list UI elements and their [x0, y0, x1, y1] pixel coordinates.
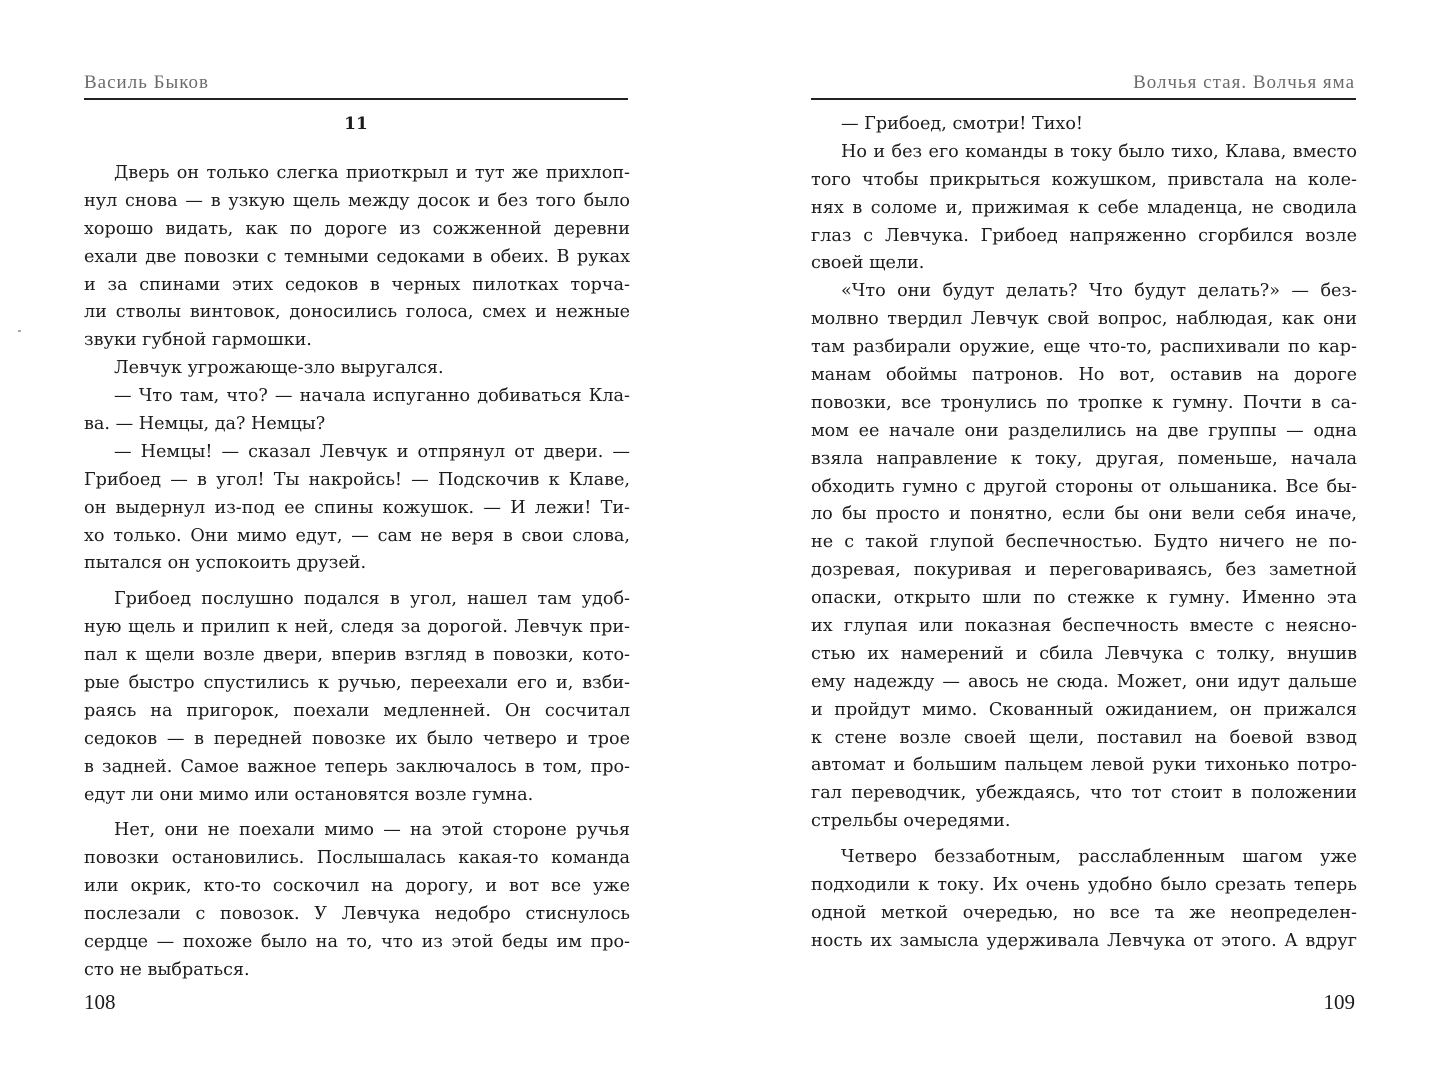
text-line: не с такой глупой беспечностью. Будто ничего не по- [811, 532, 1357, 553]
text-line: Дверь он только слегка приоткрыл и тут же прихлоп- [114, 163, 630, 183]
text-line: — Что там, что? — начала испуганно добиваться Кла- [114, 386, 630, 407]
text-line: пал к щели возле двери, вперив взгляд в повозки, кото- [84, 645, 630, 666]
text-line: своей щели. [811, 253, 925, 274]
text-line: автомат и большим пальцем левой руки тихонько потро- [811, 755, 1357, 776]
text-line: и пройдут мимо. Скованный ожиданием, он прижался [811, 699, 1357, 720]
text-line: нул снова — в узкую щель между досок и без того было [84, 190, 630, 211]
text-line: гал переводчик, убеждаясь, что тот стоит в положении [811, 783, 1357, 804]
text-line: Грибоед послушно подался в угол, нашел там удоб- [114, 589, 630, 610]
header-rule [84, 98, 628, 100]
text-line: их глупая или показная беспечность вместе с неясно- [811, 616, 1357, 637]
text-line: взяла направление к току, другая, поменьше, начала [811, 448, 1357, 469]
text-line: сердце — похоже было на то, что из этой беды им про- [84, 932, 630, 953]
text-line: хорошо видать, как по дороге из сожженной деревни [84, 218, 630, 239]
text-line: сто не выбраться. [84, 959, 250, 980]
text-line: ность их замысла удерживала Левчука от этого. А вдруг [811, 930, 1357, 951]
text-line: он выдернул из-под ее спины кожушок. — И лежи! Ти- [84, 497, 630, 518]
text-line: глаз с Левчука. Грибоед напряженно сгорбился возле [811, 225, 1357, 246]
right-page-text [811, 111, 1357, 956]
text-line: подходили к току. Их очень удобно было срезать теперь [811, 875, 1357, 896]
page-number: 109 [1323, 990, 1355, 1014]
text-line: ехали две повозки с темными седоками в обеих. В руках [84, 246, 630, 267]
text-line: — Грибоед, смотри! Тихо! [841, 114, 1083, 134]
text-line: звуки губной гармошки. [84, 330, 312, 351]
text-line: ва. — Немцы, да? Немцы? [84, 414, 326, 435]
text-line: одной меткой очередью, но все та же неопределен- [811, 902, 1357, 923]
text-line: Но и без его команды в току было тихо, Клава, вместо [841, 141, 1357, 162]
text-line: «Что они будут делать? Что будут делать?» — без- [841, 281, 1357, 302]
text-line: послезали с повозок. У Левчука недобро стиснулось [84, 904, 630, 925]
text-line: едут ли они мимо или остановятся возле гумна. [84, 784, 534, 805]
text-line: обходить гумно с другой стороны от ольшаника. Все бы- [811, 476, 1357, 497]
text-line: рые быстро спустились к ручью, переехали его и, взби- [84, 673, 630, 694]
page-number: 108 [84, 990, 116, 1014]
text-line: Нет, они не поехали мимо — на этой стороне ручья [114, 820, 630, 841]
text-line: повозки, все тронулись по тропке к гумну. Почти в са- [811, 392, 1357, 413]
left-page [0, 0, 719, 1080]
right-page [719, 0, 1439, 1080]
text-line: мом ее начале они разделились на две группы — одна [811, 420, 1357, 441]
left-page-text [84, 160, 630, 985]
text-line: повозки остановились. Послышалась какая-то команда [84, 848, 630, 869]
header-rule [811, 98, 1356, 100]
text-line: к стене возле своей щели, поставил на боевой взвод [811, 727, 1357, 748]
text-line: стрельбы очередями. [811, 811, 1011, 832]
text-line: в задней. Самое важное теперь заключалось в том, про- [84, 756, 630, 777]
text-line: Четверо беззаботным, расслабленным шагом уже [841, 847, 1357, 868]
text-line: опаски, открыто шли по стежке к гумну. Именно эта [811, 588, 1357, 609]
text-line: хо только. Они мимо едут, — сам не веря в свои слова, [84, 525, 630, 546]
text-line: Левчук угрожающе-зло выругался. [114, 358, 444, 379]
text-line: раясь на пригорок, поехали медленней. Он сосчитал [84, 700, 630, 721]
text-line: нях в соломе и, прижимая к себе младенца, не сводила [811, 197, 1357, 218]
text-line: седоков — в передней повозке их было четверо и трое [84, 728, 630, 749]
text-line: того чтобы прикрыться кожушком, привстала на коле- [811, 169, 1357, 190]
text-line: дозревая, покуривая и переговариваясь, без заметной [811, 560, 1357, 581]
text-line: ли стволы винтовок, доносились голоса, смех и нежные [84, 302, 630, 323]
text-line: ло бы просто и понятно, если бы они вели себя иначе, [811, 504, 1357, 525]
running-head-title: Волчья стая. Волчья яма [1133, 72, 1355, 93]
scan-speck [18, 330, 21, 332]
text-line: там разбирали оружие, еще что-то, распихивали по кар- [811, 337, 1357, 358]
text-line: ную щель и прилип к ней, следя за дорогой. Левчук при- [84, 617, 630, 638]
text-line: ему надежду — авось не сюда. Может, они идут дальше [811, 671, 1357, 692]
text-line: — Немцы! — сказал Левчук и отпрянул от двери. — [114, 441, 630, 462]
text-line: стью их намерений и сбила Левчука с толку, внушив [811, 643, 1357, 664]
text-line: Грибоед — в угол! Ты накройсь! — Подскочив к Клаве, [84, 469, 630, 490]
chapter-number: 11 [344, 114, 368, 134]
text-line: или окрик, кто-то соскочил на дорогу, и вот все уже [84, 876, 630, 897]
text-line: и за спинами этих седоков в черных пилотках торча- [84, 274, 630, 295]
text-line: молвно твердил Левчук свой вопрос, наблюдая, как они [811, 309, 1357, 330]
text-line: пытался он успокоить друзей. [84, 553, 367, 574]
text-line: манам обоймы патронов. Но вот, оставив на дороге [811, 365, 1357, 386]
running-head-author: Василь Быков [84, 72, 210, 93]
